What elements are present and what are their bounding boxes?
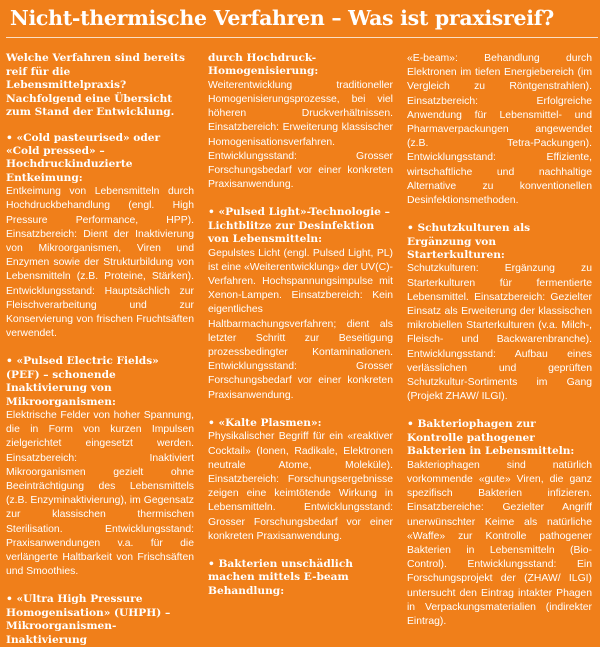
article-columns — [6, 38, 594, 647]
section-heading-uhph-cont: durch Hochdruck-Homogenisierung: — [208, 52, 319, 78]
section-text-bakteriophagen: Bakteriophagen sind natürlich vorkommende «gute» Viren, die ganz spezifisch Bakterien infizieren. Einsatzbereiche: Gezielter Angriff unerwünschter Keime als natürliche «Waffe» zur Kontrolle pathogener Bakterien in Lebensmitteln (Bio-Control). Entwicklungsstand: Ein Forschungsprojekt der (ZHAW/ ILGI) untersucht den Eintrag intakter Phagen in Verpackungsmaterialien (indirekter Eintrag). — [407, 459, 592, 627]
section-text-uhph: Weiterentwicklung traditioneller Homogenisierungsprozesse, bei viel höheren Druckverhältnissen. Einsatzbereich: Erweiterung klassischer Homogenisationsverfahren. Entwicklungsstand: Grosser Forschungsbedarf vor einer konkreten Praxisanwendung. — [208, 79, 393, 191]
column-2 — [208, 44, 393, 647]
section-text-pef: Elektrische Felder von hoher Spannung, die in Form von kurzen Impulsen zielgerichtet eingesetzt werden. Einsatzbereich: Inaktiviert Mikroorganismen gezielt ohne Beeinträchtigung des Lebensmittels (z.B. Enzyminaktivierung), im Gegensatz zur klassischen thermischen Sterilisation. Entwicklungsstand: Praxisanwendungen v.a. für die verlängerte Haltbarkeit von Frischsäften und Smoothies. — [6, 409, 194, 578]
section-text-schutzkulturen: Schutzkulturen: Ergänzung zu Starterkulturen für fermentierte Lebensmittel. Einsatzbereich: Gezielter Einsatz als Erweiterung der klassischen mikrobiellen Starterkulturen (v.a. Milch-, Fleisch- und Backwarenbranche). Entwicklungsstand: Aufbau eines verlässlichen und geprüften Schutzkultur-Sortiments im Gang (Projekt ZHAW/ ILGI). — [407, 263, 592, 403]
section-heading-ebeam: • Bakterien unschädlich machen mittels E-beam Behandlung: — [208, 557, 353, 597]
section-text-hpp: Entkeimung von Lebensmitteln durch Hochdruckbehandlung (engl. High Pressure Performance, HPP). Einsatzbereich: Dient der Inaktivierung von Mikroorganismen, Viren und Enzymen sowie der Strukturbildung von Lebensmitteln (z.B. Proteine, Stärken). Entwicklungsstand: Hauptsächlich zur Fleischverarbeitung und zur Konservierung von frischen Fruchtsäften verwendet. — [6, 186, 194, 340]
column-3 — [407, 44, 592, 647]
title-divider — [6, 37, 598, 38]
section-text-ebeam: «E-beam»: Behandlung durch Elektronen im tiefen Energiebereich (im Vergleich zu Röntgenstrahlen). Einsatzbereich: Erfolgreiche Anwendung für Lebensmittel- und Pharmaverpackungen angewendet (z.B. Tetra-Packungen). Entwicklungsstand: Effiziente, wirtschaftliche und nachhaltige Alternative zu konventionellen Desinfektionsmethoden. — [407, 53, 592, 207]
column-1 — [6, 44, 194, 647]
section-text-kalte-plasmen: Physikalischer Begriff für ein «reaktiver Cocktail» (Ionen, Radikale, Elektronen neutrale Atome, Moleküle). Einsatzbereich: Forschungsergebnisse zeigen eine keimtötende Wirkung in Lebensmitteln. Entwicklungsstand: Grosser Forschungsbedarf vor einer konkreten Praxisanwendung. — [208, 431, 393, 542]
section-heading-kalte-plasmen: • «Kalte Plasmen»: — [208, 416, 322, 429]
section-text-pulsed-light: Gepulstes Licht (engl. Pulsed Light, PL) ist eine «Weiterentwicklung» der UV(C)-Verfahren. Hochspannungsimpulse mit Xenon-Lampen. Einsatzbereich: Kein eigentliches Haltbarmachungsverfahren; dient als letzter Schritt zur Beseitigung prozessbedingter Kontaminationen. Entwicklungsstand: Grosser Forschungsbedarf vor einer konkreten Praxisanwendung. — [208, 247, 393, 401]
section-heading-pef: • «Pulsed Electric Fields» (PEF) – schonende Inaktivierung von Mikroorganismen: — [6, 355, 159, 408]
section-heading-schutzkulturen: • Schutzkulturen als Ergänzung von Starterkulturen: — [407, 222, 531, 262]
section-heading-hpp: • «Cold pasteurised» oder «Cold pressed» – Hochdruckinduzierte Entkeimung: — [6, 131, 161, 184]
section-heading-pulsed-light: • «Pulsed Light»-Technologie – Lichtblitze zur Desinfektion von Lebensmitteln: — [208, 206, 390, 246]
section-heading-bakteriophagen: • Bakteriophagen zur Kontrolle pathogener Bakterien in Lebensmitteln: — [407, 418, 575, 458]
section-heading-uhph: • «Ultra High Pressure Homogenisation» (UHPH) – Mikroorganismen-Inaktivierung — [6, 593, 171, 646]
page-title: Nicht-thermische Verfahren – Was ist praxisreif? — [10, 6, 555, 30]
intro-text: Welche Verfahren sind bereits reif für die Lebensmittelpraxis? Nachfolgend eine Übersicht zum Stand der Entwicklung. — [6, 52, 185, 118]
